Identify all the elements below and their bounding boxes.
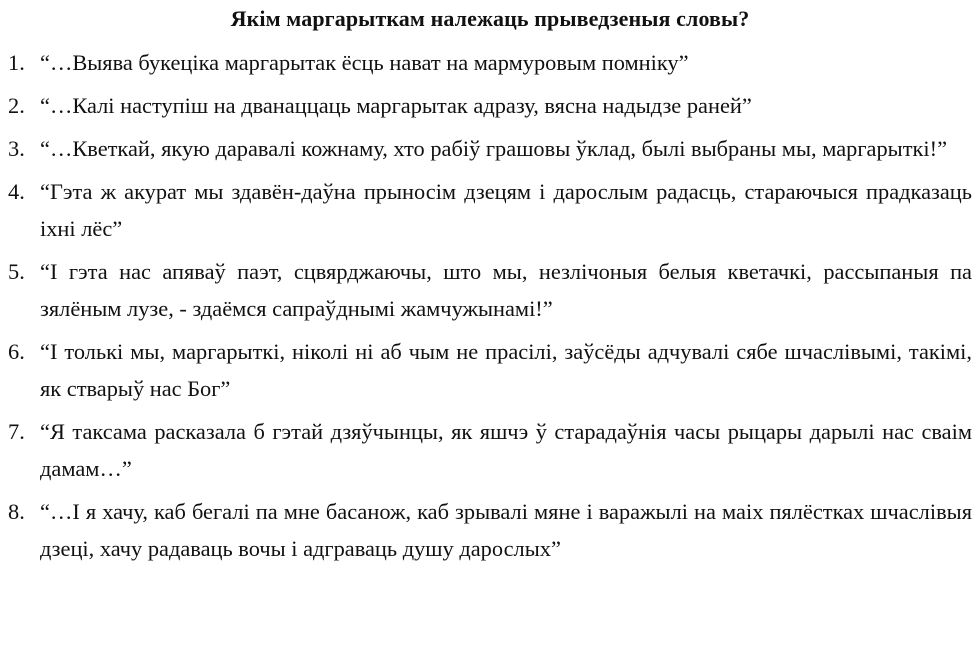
- item-number: 8.: [8, 499, 25, 524]
- item-text: “…Кветкай, якую даравалi кожнаму, хто рабiў грашовы ўклад, былi выбраны мы, маргарыткi!”: [40, 136, 948, 161]
- quotes-list: [6, 44, 974, 567]
- item-number: 4.: [8, 179, 25, 204]
- item-text: “…Калi наступiш на дванаццаць маргарытак адразу, вясна надыдзе раней”: [40, 93, 752, 118]
- list-item-8: [6, 493, 974, 567]
- item-text: “…I я хачу, каб бегалi па мне басанож, каб зрывалi мяне i варажылi на маiх пялёстках шчаслiвыя дзецi, хачу радаваць вочы i адграваць душу дарослых”: [40, 499, 972, 561]
- item-text: “I гэта нас апяваў паэт, сцвярджаючы, што мы, незлiчоныя белыя кветачкi, рассыпаныя па зялёным лузе, - здаёмся сапраўднымi жамчужынамi!”: [40, 259, 972, 321]
- list-item-3: [6, 130, 974, 167]
- item-number: 7.: [8, 419, 25, 444]
- item-number: 5.: [8, 259, 25, 284]
- item-number: 2.: [8, 93, 25, 118]
- item-number: 1.: [8, 50, 25, 75]
- list-item-2: [6, 87, 974, 124]
- item-text: “Гэта ж акурат мы здавён-даўна прыносiм дзецям i дарослым радасць, стараючыся прадказаць iхнi лёс”: [40, 179, 972, 241]
- item-number: 3.: [8, 136, 25, 161]
- list-item-5: [6, 253, 974, 327]
- item-number: 6.: [8, 339, 25, 364]
- item-text: “Я таксама расказала б гэтай дзяўчынцы, як яшчэ ў старадаўнiя часы рыцары дарылi нас сваiм дамам…”: [40, 419, 972, 481]
- page-title: Якім маргарыткам належаць прыведзеныя словы?: [230, 6, 750, 31]
- list-item-7: [6, 413, 974, 487]
- list-item-6: [6, 333, 974, 407]
- list-item-4: [6, 173, 974, 247]
- list-item-1: [6, 44, 974, 81]
- item-text: “…Выява букецiка маргарытак ёсць нават на мармуровым помнiку”: [40, 50, 689, 75]
- item-text: “I толькi мы, маргарыткi, нiколi нi аб чым не прасiлi, заўсёды адчувалi сябе шчаслiвымi, такiмi, як стварыў нас Бог”: [40, 339, 972, 401]
